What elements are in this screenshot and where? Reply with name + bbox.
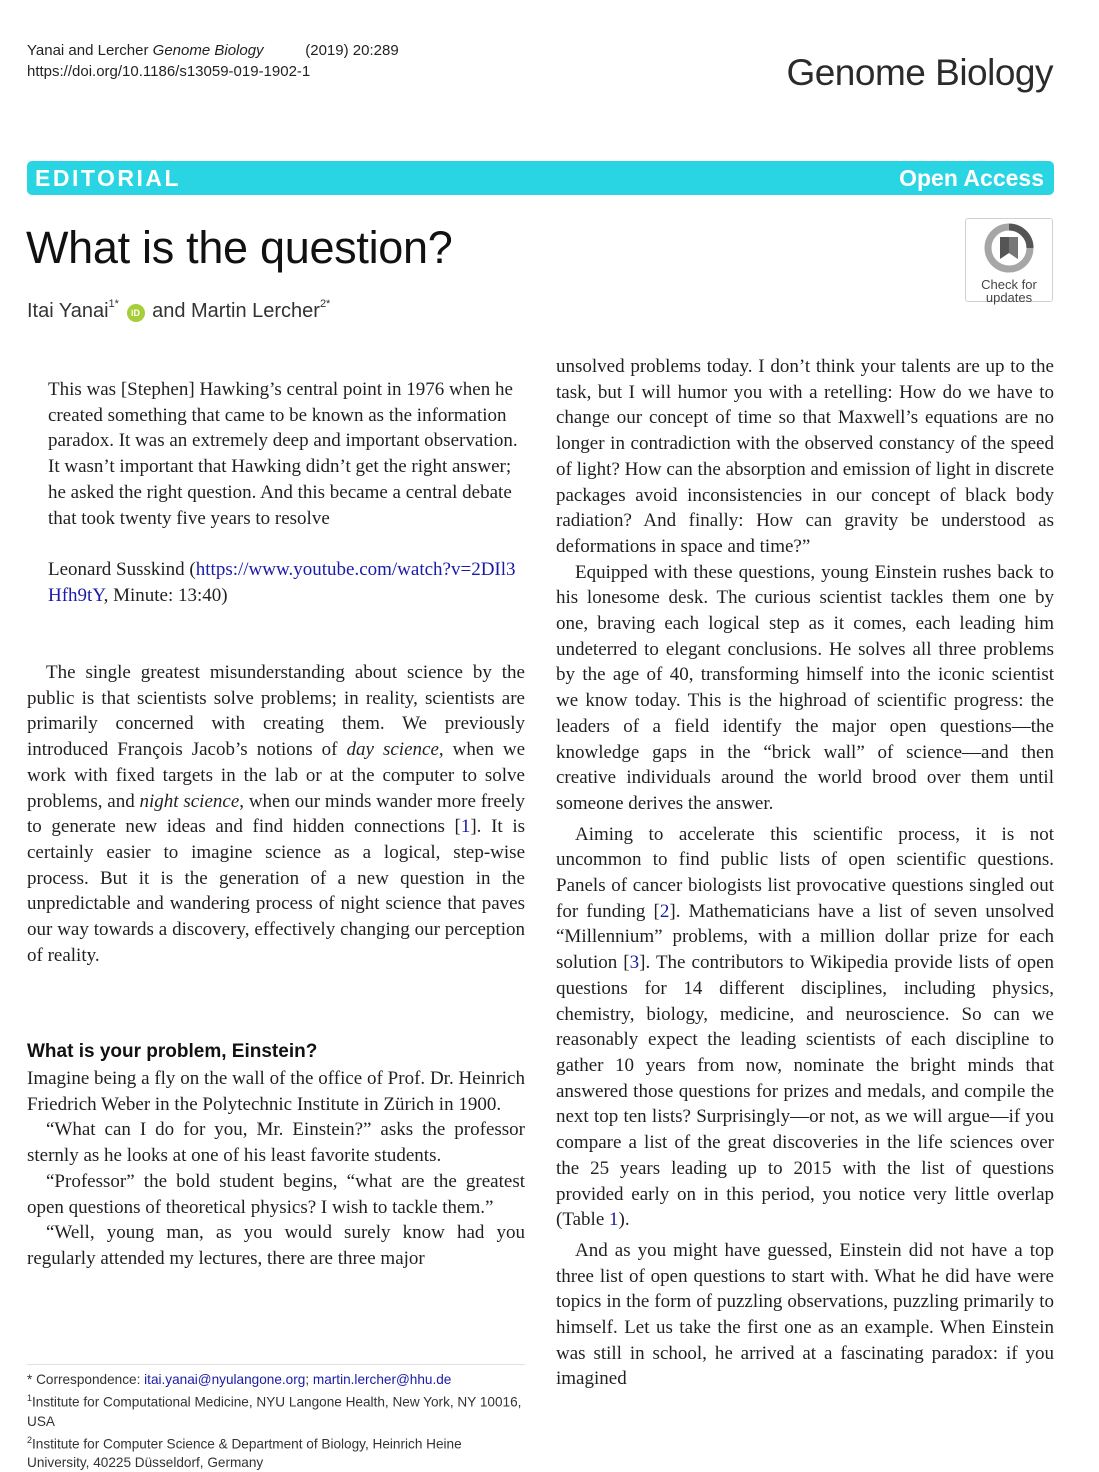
body-paragraph xyxy=(556,822,1054,1233)
author-name[interactable]: Itai Yanai xyxy=(27,300,109,322)
text-run: The single greatest misunderstanding about science by the public is that scientists solve problems; in reality, scientists are primarily concerned with creating them. We previously introduced François Jacob’s notions of xyxy=(27,662,525,761)
affiliation xyxy=(27,1389,525,1431)
article-type-banner xyxy=(27,161,1054,195)
section-paragraph: “Well, young man, as you would surely know had you regularly attended my lectures, there are three major xyxy=(27,1222,525,1269)
section-heading: What is your problem, Einstein? xyxy=(27,1041,318,1062)
authors-short: Yanai and Lercher xyxy=(27,42,149,59)
open-access-label: Open Access xyxy=(899,165,1044,191)
citation-line xyxy=(27,40,399,61)
check-updates-label-2: updates xyxy=(985,290,1033,305)
section-body xyxy=(27,1066,525,1272)
journal-name-italic: Genome Biology xyxy=(152,42,264,59)
text-run: , when we work with fixed targets in the lab or at the computer to solve problems, and xyxy=(27,739,525,812)
footnotes xyxy=(27,1370,525,1472)
section-paragraph: “What can I do for you, Mr. Einstein?” asks the professor sternly as he looks at one of his least favorite students. xyxy=(27,1119,525,1167)
epigraph-quote: This was [Stephen] Hawking’s central point in 1976 when he created something that came to be known as the information paradox. It was an extremely deep and important observation. It wasn’t important that Hawking didn’t get the right answer; he asked the right question. And this became a central debate that took twenty five years to resolve xyxy=(48,379,518,529)
article-title: What is the question? xyxy=(26,222,453,273)
text-run: ]. The contributors to Wikipedia provide lists of open questions for 14 different disciplines, including physics, chemistry, biology, medicine, and neuroscience. So can we reasonably expect the leading scientists of each discipline to gather 10 years from now, nominate the bright minds that answered those questions for prizes and medals, and compile the next top ten lists? Surprisingly—or not, as we will argue—if you compare a list of the great discoveries in the life sciences over the 25 years leading up to 2015 with the list of questions provided early on in this period, you notice very little overlap (Table xyxy=(556,952,1055,1231)
body-paragraph: unsolved problems today. I don’t think your talents are up to the task, but I will humor you with a retelling: How do we have to change our concept of time so that Maxwell’s equations are no longer in contradiction with the observed constancy of the speed of light? How can the absorption and emission of light in discrete packages avoid inconsistencies in our concept of black body radiation? And finally: How can gravity be understood as deformations in space and time?” xyxy=(556,356,1054,557)
emphasis-day-science: day science xyxy=(346,739,439,761)
emphasis-night-science: night science xyxy=(139,790,240,812)
email-link[interactable]: martin.lercher@hhu.de xyxy=(312,1372,452,1387)
youtube-link[interactable]: https://www.youtube.com/watch?v=2DIl3Hfh9tY xyxy=(48,559,516,606)
author-conjunction: and xyxy=(146,300,191,322)
correspondence-label: * Correspondence: xyxy=(27,1372,145,1387)
intro-paragraph xyxy=(27,660,525,968)
attribution-minute: , Minute: 13:40) xyxy=(103,584,228,606)
reference-link-3[interactable]: 3 xyxy=(629,952,640,974)
reference-link-1[interactable]: 1 xyxy=(460,816,471,838)
author-affiliation-marker: 1* xyxy=(108,298,119,311)
affiliation-number: 1 xyxy=(27,1393,33,1403)
author-list xyxy=(27,300,330,323)
attribution-text: Leonard Susskind ( xyxy=(48,559,196,581)
text-run: Aiming to accelerate this scientific process, it is not uncommon to find public lists of open scientific questions. Panels of cancer biologists list provocative questions singled out for funding [ xyxy=(556,823,1054,922)
affiliation xyxy=(27,1431,525,1472)
check-for-updates-button[interactable] xyxy=(965,218,1053,305)
journal-logo: Genome Biology xyxy=(786,52,1053,93)
volume-info: (2019) 20:289 xyxy=(305,42,399,59)
email-link[interactable]: itai.yanai@nyulangone.org xyxy=(144,1372,306,1387)
doi-link[interactable]: https://doi.org/10.1186/s13059-019-1902-1 xyxy=(27,63,311,80)
separator: ; xyxy=(305,1372,313,1387)
section-paragraph: “Professor” the bold student begins, “what are the greatest open questions of theoretical physics? I wish to tackle them.” xyxy=(27,1170,525,1218)
text-run: ]. It is certainly easier to imagine science as a logical, step-wise process. But it is the generation of a new question in the unpredictable and wandering process of night science that paves our way towards a discovery, effectively changing our perception of reality. xyxy=(27,816,525,966)
body-paragraph: Equipped with these questions, young Einstein rushes back to his lonesome desk. The curious scientist tackles them one by one, braving each logical step as it comes, each leading him undeterred to elegant conclusions. He solves all three problems by the age of 40, transforming himself into the iconic scientist we know today. This is the highroad of scientific progress: the leaders of a field identify the major open questions—the knowledge gaps in the “brick wall” of science—and then creative individuals around the world brood over them until someone derives the answer. xyxy=(556,561,1054,814)
affiliation-text: Institute for Computational Medicine, NYU Langone Health, New York, NY 10016, USA xyxy=(27,1394,522,1429)
text-run: ). xyxy=(618,1209,630,1231)
author-name[interactable]: Martin Lercher xyxy=(191,300,320,322)
correspondence xyxy=(27,1370,525,1389)
text-run: , when our minds wander more freely to generate new ideas and find hidden connections [ xyxy=(27,790,525,838)
reference-link-2[interactable]: 2 xyxy=(659,900,670,922)
body-paragraph: And as you might have guessed, Einstein did not have a top three list of open questions to start with. What he did have were topics in the form of puzzling observations, puzzling primarily to himself. Let us take the first one as an example. When Einstein was still in school, he arrived at a fascinating paradox: if you imagined xyxy=(556,1239,1054,1390)
crossmark-icon xyxy=(984,223,1034,273)
article-header xyxy=(27,40,399,82)
table-link-1[interactable]: 1 xyxy=(609,1209,619,1231)
check-updates-label-1: Check for xyxy=(981,277,1037,292)
footnote-divider xyxy=(27,1364,525,1365)
orcid-icon[interactable]: iD xyxy=(127,304,145,322)
affiliation-number: 2 xyxy=(27,1434,33,1445)
epigraph-attribution xyxy=(48,557,528,608)
affiliation-text: Institute for Computer Science & Department of Biology, Heinrich Heine University, 40225 Düsseldorf, Germany xyxy=(27,1436,462,1471)
article-type-label: EDITORIAL xyxy=(35,165,182,191)
section-paragraph: Imagine being a fly on the wall of the office of Prof. Dr. Heinrich Friedrich Weber in the Polytechnic Institute in Zürich in 1900. xyxy=(27,1068,525,1115)
intro-paragraph-block xyxy=(27,660,525,968)
epigraph xyxy=(48,377,528,609)
right-column xyxy=(556,354,1054,1392)
author-affiliation-marker: 2* xyxy=(319,298,331,311)
text-run: ]. Mathematicians have a list of seven unsolved “Millennium” problems, with a million dollar prize for each solution [ xyxy=(556,900,1054,974)
